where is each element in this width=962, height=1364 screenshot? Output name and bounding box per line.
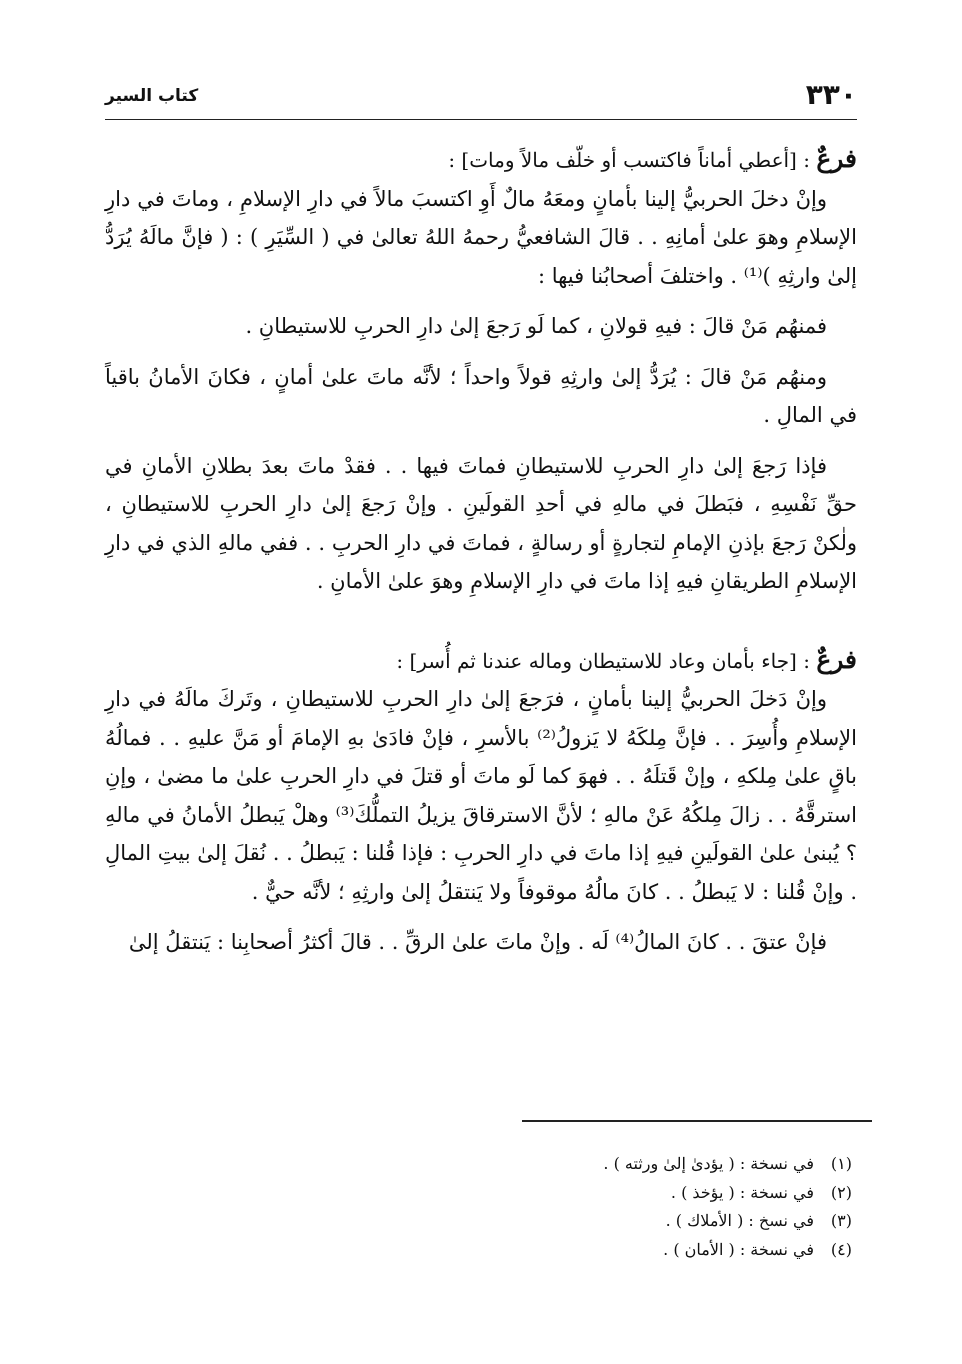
footnote-number: (٢) xyxy=(830,1182,852,1202)
footnote xyxy=(105,1236,852,1265)
heading-title: : [جاء بأمان وعاد للاستيطان وماله عندنا ثم أُسر] : xyxy=(396,648,817,673)
heading-title: : [أعطي أماناً فاكتسب أو خلّف مالاً ومات] : xyxy=(448,148,817,172)
footnote-text: في نسخة : ( يؤدىٰ إلىٰ ورثته ) . xyxy=(603,1154,814,1173)
section-heading xyxy=(105,140,857,180)
paragraph: ومنهُم مَنْ قالَ : يُرَدُّ إلىٰ وارثِهِ قولاً واحداً ؛ لأنَّه ماتَ علىٰ أمانٍ ، فكانَ الأمانُ باقياً في المالِ . xyxy=(105,364,857,427)
footnote-number: (٤) xyxy=(830,1239,852,1259)
paragraph: فإذا رَجعَ إلىٰ دارِ الحربِ للاستيطانِ فماتَ فيها . . فقدْ ماتَ بعدَ بطلانِ الأمانِ في حقِّ نَفْسِهِ ، فبَطلَ في مالهِ في أحدِ القولَينِ . وإنْ رَجعَ إلىٰ دارِ الحربِ للاستيطانِ ، ولٰكنْ رَجعَ بإذنِ الإمامِ لتجارةٍ أو رسالةٍ ، فماتَ في دارِ الحربِ . . ففي مالهِ الذي في دارِ الإسلامِ الطريقانِ فيهِ إذا ماتَ في دارِ الإسلامِ وهوَ علىٰ الأمانِ . xyxy=(105,453,857,593)
page-number: ٣٣٠ xyxy=(805,78,857,111)
running-head xyxy=(105,78,857,118)
footnote xyxy=(105,1207,852,1236)
footnote-number: (٣) xyxy=(830,1211,852,1230)
footnote-text: في نسخ : ( الأملاك ) . xyxy=(665,1211,814,1230)
paragraph: فمنهُم مَنْ قالَ : فيهِ قولانِ ، كما لَو رَجعَ إلىٰ دارِ الحربِ للاستيطانِ . xyxy=(245,314,827,338)
footnote-text: في نسخة : ( الأمان ) . xyxy=(663,1239,814,1259)
main-text xyxy=(105,140,857,962)
paragraph: فإنْ عتقَ . . كانَ المالُ⁽⁴⁾ لَه . وإنْ ماتَ علىٰ الرقِّ . . قالَ أكثرُ أصحابِنا : يَنتقلُ إلىٰ xyxy=(128,930,827,954)
header-rule xyxy=(105,119,857,120)
footnote-rule xyxy=(522,1120,872,1122)
footnote-text: في نسخة : ( يؤخذ ) . xyxy=(670,1182,814,1202)
footnote xyxy=(105,1179,852,1208)
book-title: كتاب السير xyxy=(105,86,199,106)
heading-label: فرعٌ xyxy=(816,644,857,674)
footnote-number: (١) xyxy=(830,1154,852,1173)
section-heading xyxy=(105,641,857,681)
footnotes xyxy=(105,1150,852,1264)
heading-label: فرعٌ xyxy=(816,144,857,173)
paragraph: وإنْ دَخلَ الحربيُّ إلينا بأمانٍ ، فرَجعَ إلىٰ دارِ الحربِ للاستيطانِ ، وتَركَ مالَهُ في دارِ الإسلامِ وأُسِرَ . . فإنَّ مِلكَهُ لا يَزولُ⁽²⁾ بالأسرِ ، فإنْ فادَىٰ بهِ الإمامَ أو مَنَّ عليهِ . . فمالُهُ باقٍ علىٰ مِلكهِ ، وإنْ قَتلَهُ . . فهوَ كما لَو ماتَ أو قتلَ في دارِ الحربِ علىٰ ما مضىٰ ، وإنِ استرقَّهُ . . زالَ مِلكُهُ عَنْ مالهِ ؛ لأنَّ الاسترقاقَ يزيلُ التملُّكَ⁽³⁾ وهلْ يَبطلُ الأمانُ في مالهِ ؟ يُبنىٰ علىٰ القولَينِ فيهِ إذا ماتَ في دارِ الحربِ : فإذا قُلنا : يَبطلُ . . نُقلَ إلىٰ بيتِ المالِ . وإنْ قُلنا : لا يَبطلُ . . كانَ مالُهُ موقوفاً ولا يَنتقلُ إلىٰ وارثِهِ ؛ لأنَّه حيٌّ . xyxy=(105,687,857,904)
footnote xyxy=(105,1150,852,1179)
paragraph: وإنْ دخلَ الحربيُّ إلينا بأمانٍ ومعَهُ مالٌ أَوِ اكتسبَ مالاً في دارِ الإسلامِ ، وماتَ في دارِ الإسلامِ وهوَ علىٰ أمانِهِ . . قالَ الشافعيُّ رحمهُ اللهُ تعالىٰ في ( السِّيَرِ ) : ( فإنَّ مالَهُ يُرَدُّ إلىٰ وارثِهِ )⁽¹⁾ . واختلفَ أصحابُنا فيها : xyxy=(105,186,857,288)
